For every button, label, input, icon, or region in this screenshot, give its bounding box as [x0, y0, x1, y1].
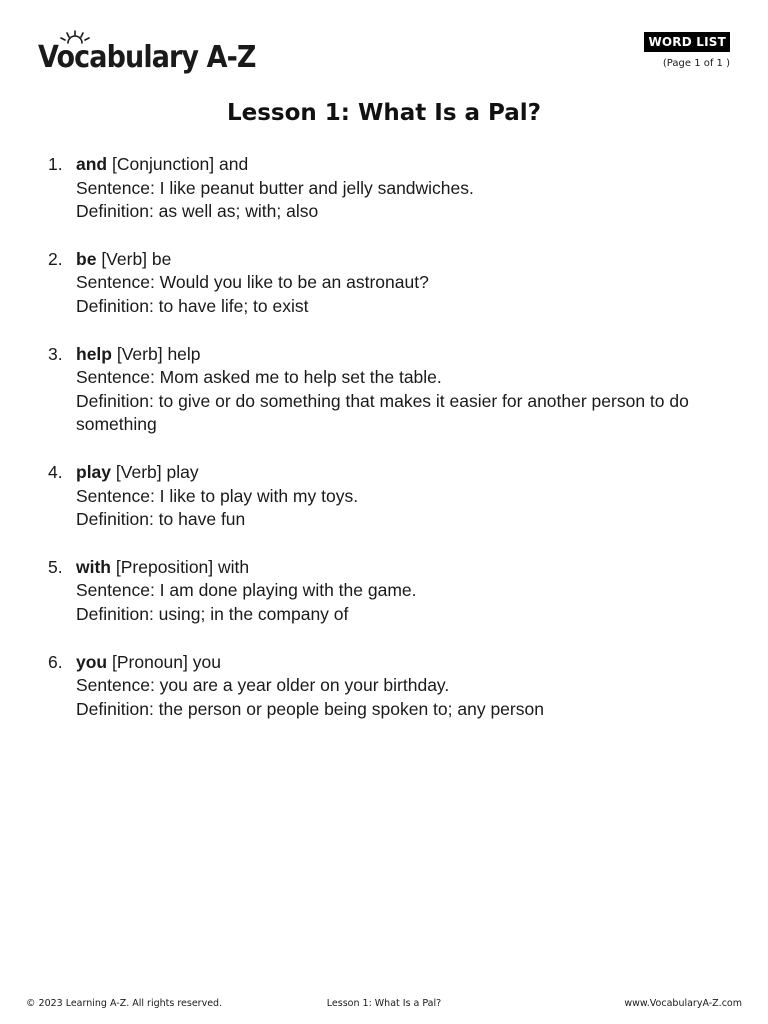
entry-number: 6. [48, 651, 63, 672]
footer-copyright: © 2023 Learning A-Z. All rights reserved. [26, 998, 223, 1009]
entry-definition: Definition: to have life; to exist [76, 295, 309, 316]
entry-definition: Definition: to give or do something that makes it easier for another person to do something [76, 390, 689, 435]
entry-word: be [76, 248, 97, 269]
entry-sentence: Sentence: I am done playing with the game. [76, 580, 417, 601]
word-entry [48, 651, 738, 722]
entry-headword-line [76, 343, 738, 367]
entry-number: 4. [48, 461, 63, 482]
logo-wordmark: Vocabulary A-Z [38, 40, 256, 75]
entry-headword-line [76, 651, 738, 675]
page-count: (Page 1 of 1 ) [662, 58, 730, 69]
entry-definition: Definition: the person or people being spoken to; any person [76, 698, 544, 719]
footer-website: www.VocabularyA-Z.com [624, 998, 742, 1009]
word-entry [48, 556, 738, 627]
entry-number: 2. [48, 248, 63, 269]
entry-part-of-speech: [Conjunction] and [112, 154, 249, 174]
entry-number: 5. [48, 556, 63, 577]
word-entry [48, 153, 738, 224]
word-entry [48, 343, 738, 437]
word-list-badge: WORD LIST [644, 32, 730, 52]
entry-definition: Definition: using; in the company of [76, 603, 349, 624]
vocabulary-az-logo [38, 34, 256, 82]
entry-word: help [76, 343, 112, 364]
entry-part-of-speech: [Verb] help [116, 343, 201, 364]
entry-part-of-speech: [Verb] play [115, 461, 199, 482]
entry-headword-line [76, 248, 738, 272]
entry-part-of-speech: [Preposition] with [115, 556, 250, 577]
word-entry [48, 248, 738, 319]
lesson-title: Lesson 1: What Is a Pal? [226, 100, 542, 126]
entry-definition: Definition: as well as; with; also [76, 201, 319, 222]
entry-headword-line [76, 461, 738, 485]
entry-word: and [76, 154, 108, 174]
entry-definition: Definition: to have fun [76, 509, 246, 530]
entry-sentence: Sentence: Would you like to be an astronaut? [76, 272, 429, 293]
entry-part-of-speech: [Pronoun] you [112, 651, 221, 672]
entry-number: 3. [48, 343, 63, 364]
entry-number: 1. [48, 154, 63, 174]
entry-sentence: Sentence: I like to play with my toys. [76, 485, 359, 506]
entry-sentence: Sentence: I like peanut butter and jelly sandwiches. [76, 177, 474, 198]
document-type-block [644, 32, 730, 69]
entry-word: you [76, 651, 108, 672]
footer-lesson-title: Lesson 1: What Is a Pal? [326, 998, 442, 1009]
word-entry [48, 461, 738, 532]
entry-part-of-speech: [Verb] be [101, 248, 172, 269]
entry-word: with [76, 556, 111, 577]
entry-word: play [76, 461, 112, 482]
entry-sentence: Sentence: Mom asked me to help set the table. [76, 367, 442, 388]
entry-headword-line [76, 153, 738, 177]
entry-headword-line [76, 556, 738, 580]
word-list [48, 153, 738, 745]
entry-sentence: Sentence: you are a year older on your birthday. [76, 675, 450, 696]
